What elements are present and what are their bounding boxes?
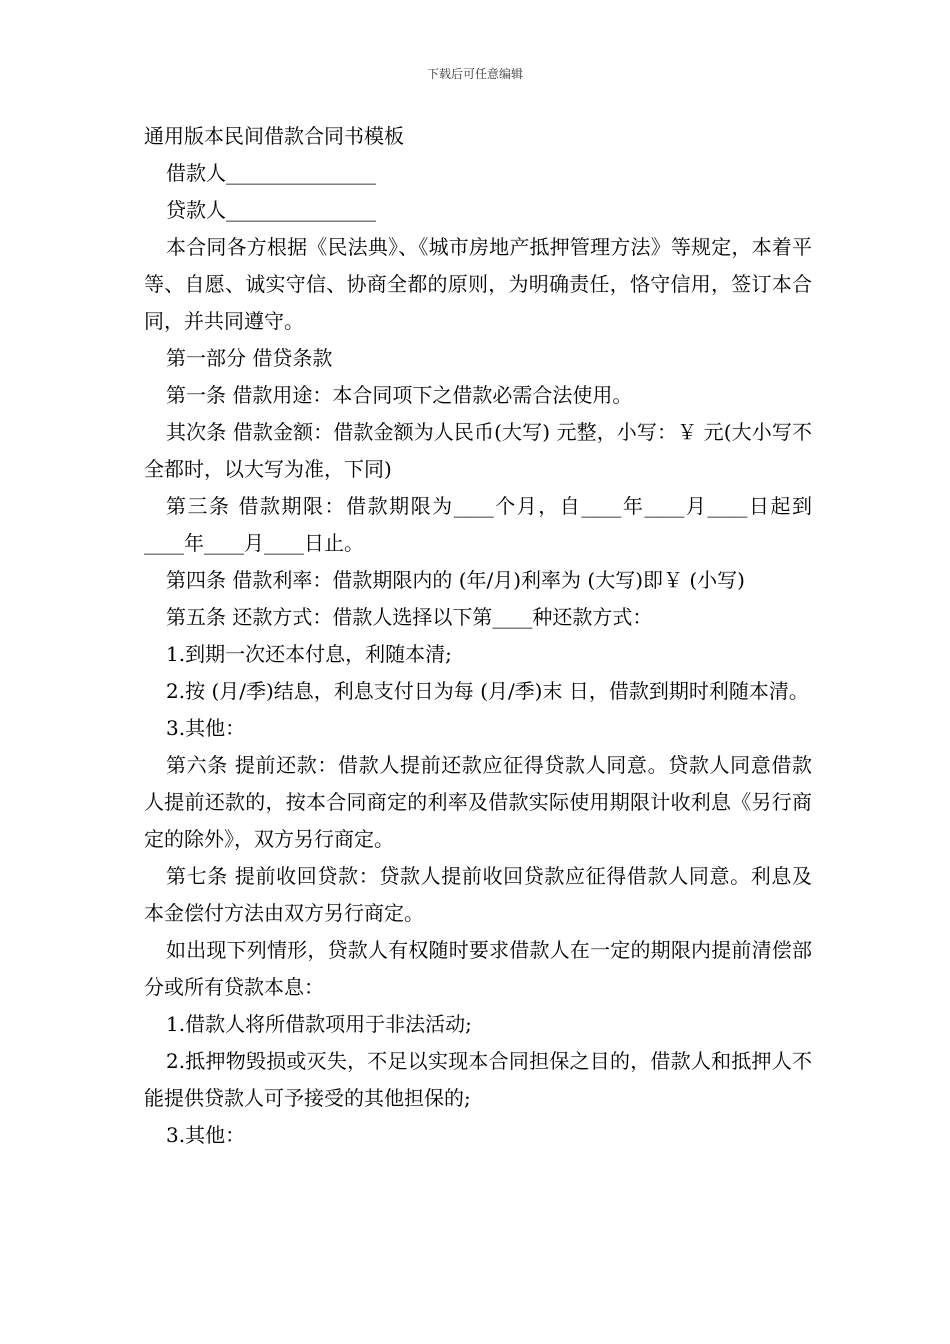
document-title: 通用版本民间借款合同书模板: [144, 124, 404, 148]
preamble-paragraph: 本合同各方根据《民法典》、《城市房地产抵押管理方法》等规定，本着平等、自愿、诚实守信、协商全都的原则，为明确责任，恪守信用，签订本合同，并共同遵守。: [144, 235, 812, 333]
lender-line: 贷款人_______________: [166, 198, 376, 222]
clause-7-early-recall: 第七条 提前收回贷款：贷款人提前收回贷款应征得借款人同意。利息及本金偿付方法由双方另行商定。: [144, 864, 812, 925]
recall-condition-2: 2.抵押物毁损或灭失，不足以实现本合同担保之目的，借款人和抵押人不能提供贷款人可予接受的其他担保的;: [144, 1049, 812, 1110]
document-body: [144, 118, 812, 1154]
clause-4-rate: 第四条 借款利率：借款期限内的 (年/月)利率为 (大写)即￥ (小写): [166, 568, 745, 592]
recall-condition-3: 3.其他：: [166, 1123, 246, 1147]
section-heading: 第一部分 借贷条款: [166, 346, 333, 370]
repayment-option-2: 2.按 (月/季)结息，利息支付日为每 (月/季)末 日，借款到期时利随本清。: [166, 679, 809, 703]
page-header-note: 下载后可任意编辑: [426, 67, 523, 81]
borrower-line: 借款人_______________: [166, 161, 376, 185]
repayment-option-3: 3.其他：: [166, 716, 246, 740]
repayment-option-1: 1.到期一次还本付息，利随本清;: [166, 642, 452, 666]
clause-6-early-repayment: 第六条 提前还款：借款人提前还款应征得贷款人同意。贷款人同意借款人提前还款的，按本合同商定的利率及借款实际使用期限计收利息《另行商定的除外》，双方另行商定。: [144, 753, 812, 851]
recall-conditions-paragraph: 如出现下列情形，贷款人有权随时要求借款人在一定的期限内提前清偿部分或所有贷款本息：: [144, 938, 812, 999]
clause-2-amount: 其次条 借款金额：借款金额为人民币(大写) 元整，小写：￥ 元(大小写不全都时，以大写为准，下同): [144, 420, 812, 481]
clause-3-term: 第三条 借款期限：借款期限为____个月，自____年____月____日起到____年____月____日止。: [144, 494, 812, 555]
clause-1-purpose: 第一条 借款用途：本合同项下之借款必需合法使用。: [166, 383, 633, 407]
recall-condition-1: 1.借款人将所借款项用于非法活动;: [166, 1012, 472, 1036]
clause-5-repayment: 第五条 还款方式：借款人选择以下第____种还款方式：: [166, 605, 653, 629]
